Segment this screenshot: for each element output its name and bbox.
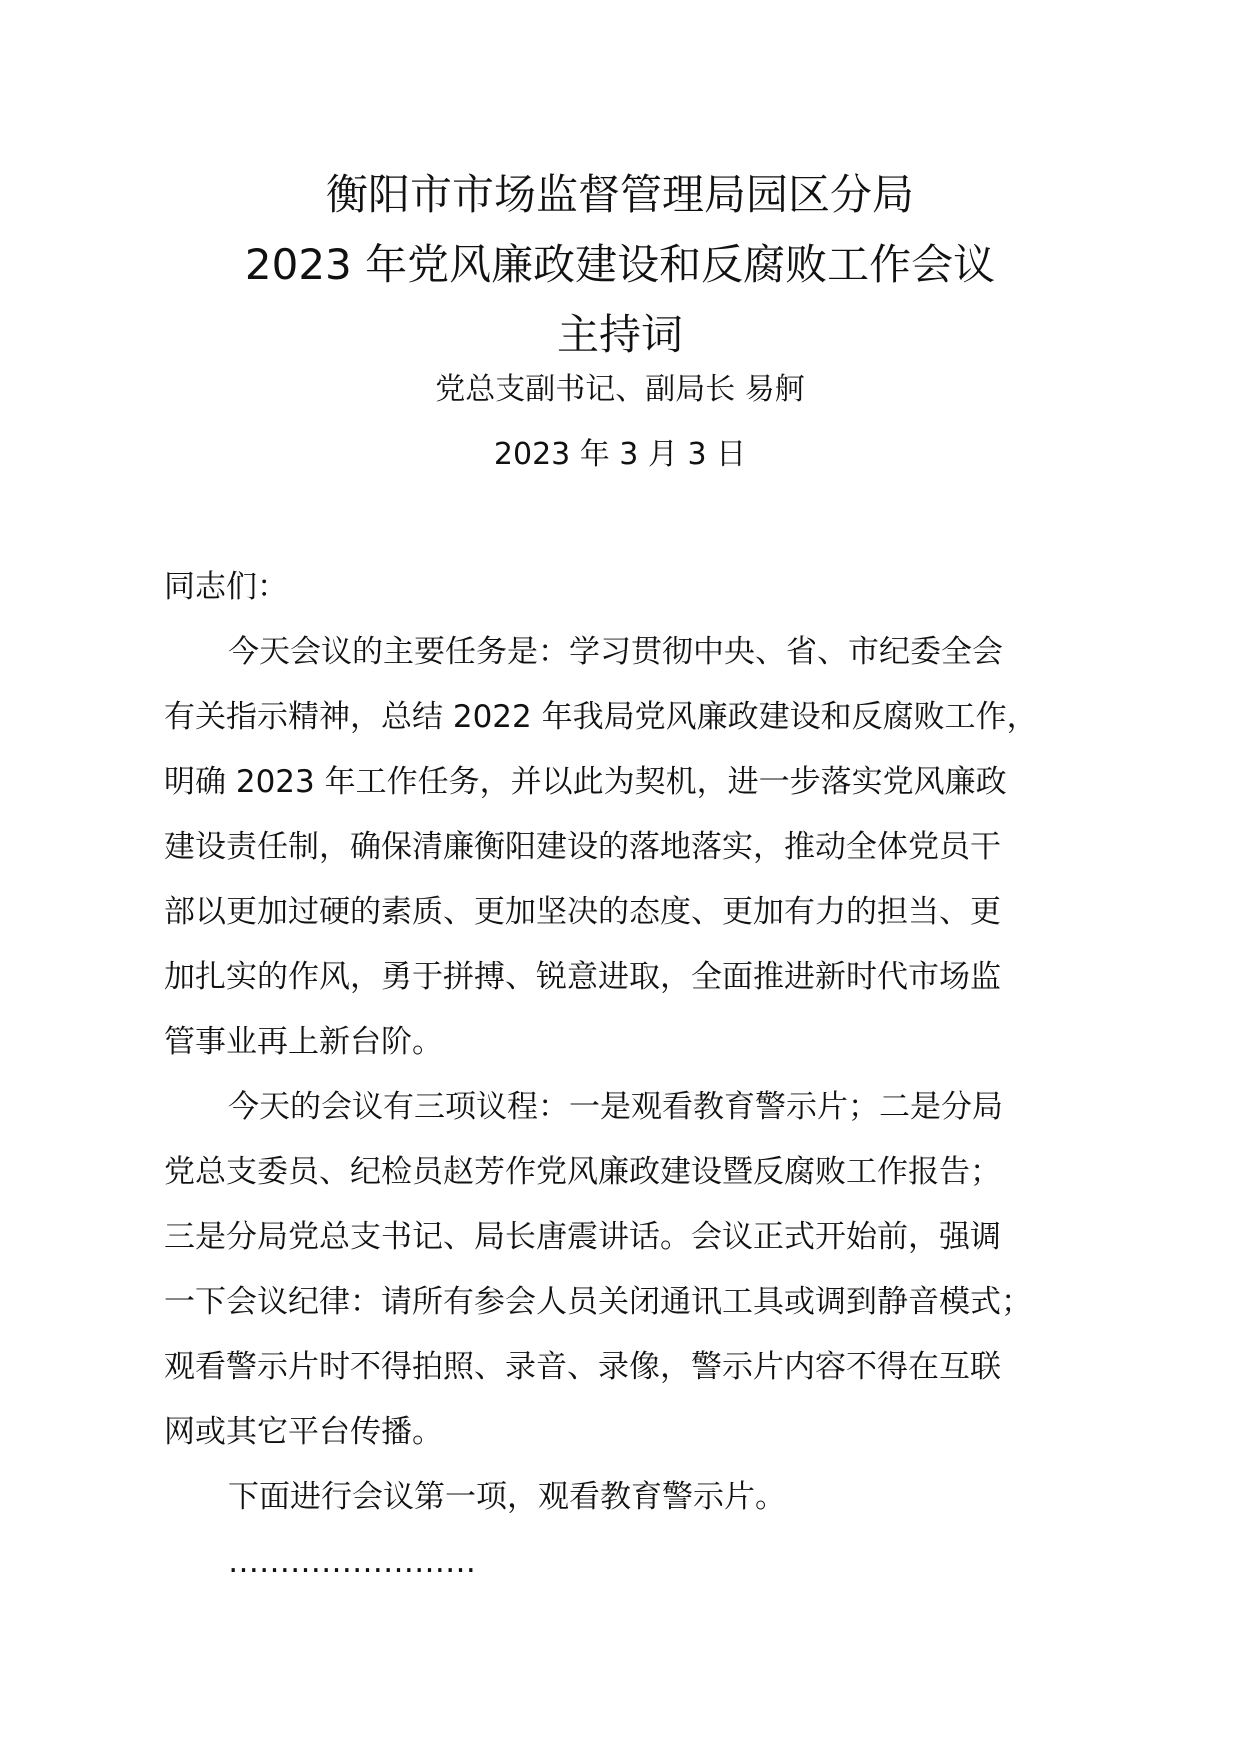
paragraph-line: 今天会议的主要任务是：学习贯彻中央、省、市纪委全会: [228, 634, 1003, 670]
document-body: [164, 555, 1114, 1595]
paragraph-line: 下面进行会议第一项，观看教育警示片。: [228, 1479, 786, 1515]
title-line-meeting: 2023 年党风廉政建设和反腐败工作会议: [244, 240, 996, 289]
ellipsis-line: ……………………: [228, 1544, 476, 1580]
paragraph-line: 一下会议纪律：请所有参会人员关闭通讯工具或调到静音模式；: [164, 1284, 1032, 1320]
document-title: [0, 160, 1240, 370]
paragraph-line: 今天的会议有三项议程：一是观看教育警示片；二是分局: [228, 1089, 1003, 1125]
paragraph-line: 明确 2023 年工作任务，并以此为契机，进一步落实党风廉政: [164, 764, 1007, 800]
paragraph-line: 三是分局党总支书记、局长唐震讲话。会议正式开始前，强调: [164, 1219, 1001, 1255]
paragraph-line: 网或其它平台传播。: [164, 1414, 443, 1450]
paragraph-line: 党总支委员、纪检员赵芳作党风廉政建设暨反腐败工作报告；: [164, 1154, 1001, 1190]
paragraph-line: 建设责任制，确保清廉衡阳建设的落地落实，推动全体党员干: [164, 829, 1001, 865]
paragraph-line: 加扎实的作风，勇于拼搏、锐意进取，全面推进新时代市场监: [164, 959, 1001, 995]
author-line: 党总支副书记、副局长 易舸: [435, 372, 805, 407]
date-line: 2023 年 3 月 3 日: [493, 437, 747, 472]
paragraph-line: 部以更加过硬的素质、更加坚决的态度、更加有力的担当、更: [164, 894, 1001, 930]
paragraph-line: 有关指示精神，总结 2022 年我局党风廉政建设和反腐败工作，: [164, 699, 1038, 735]
title-line-organization: 衡阳市市场监督管理局园区分局: [325, 170, 914, 219]
title-line-type: 主持词: [556, 310, 683, 359]
paragraph-line: 管事业再上新台阶。: [164, 1024, 443, 1060]
salutation: 同志们：: [164, 569, 288, 605]
paragraph-line: 观看警示片时不得拍照、录音、录像，警示片内容不得在互联: [164, 1349, 1001, 1385]
